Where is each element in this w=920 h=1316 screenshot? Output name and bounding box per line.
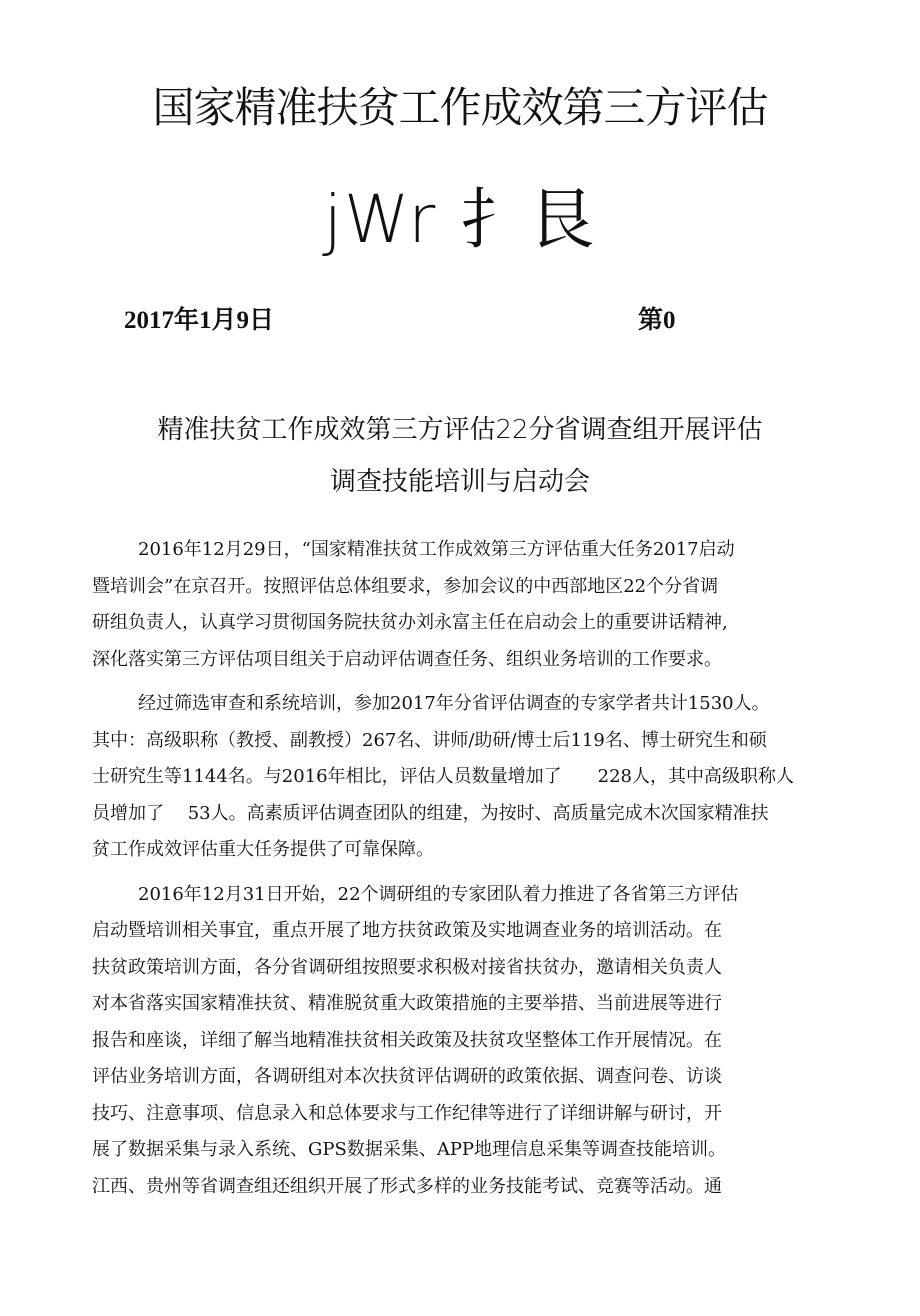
body-line: 员增加了 53人。高素质评估调查团队的组建，为按时、高质量完成木次国家精准扶 xyxy=(92,802,769,824)
paragraph-3 xyxy=(92,877,840,1206)
body-line: 经过筛选审查和系统培训，参加2017年分省评估调查的专家学者共计1530人。 xyxy=(138,693,770,714)
paragraph-2 xyxy=(92,686,840,869)
body-line: 2016年12月29日，“国家精准扶贫工作成效第三方评估重大任务2017启动 xyxy=(138,539,735,560)
body-line: 贫工作成效评估重大任务提供了可靠保障。 xyxy=(92,839,434,860)
body-line: 士研究生等1144名。与2016年相比，评估人员数量增加了 228人，其中高级职称人 xyxy=(92,766,794,787)
issue-date: 2017年1月9日 xyxy=(124,307,275,334)
main-title: 国家精准扶贫工作成效第三方评估 xyxy=(152,83,768,132)
body-line: 启动暨培训相关事宜，重点开展了地方扶贫政策及实地调查业务的培训活动。在 xyxy=(92,920,722,941)
body-line: 扶贫政策培训方面，各分省调研组按照要求积极对接省扶贫办，邀请相关负责人 xyxy=(92,956,722,978)
body-line: 展了数据采集与录入系统、GPS数据采集、APP地理信息采集等调查技能培训。 xyxy=(92,1139,727,1160)
article-title-line: 调查技能培训与启动会 xyxy=(329,467,590,497)
subtitle: jWr 扌艮 xyxy=(323,181,597,258)
body-line: 报告和座谈，详细了解当地精准扶贫相关政策及扶贫攻坚整体工作开展情况。在 xyxy=(92,1029,722,1051)
body-line: 深化落实第三方评估项目组关于启动评估调查任务、组织业务培训的工作要求。 xyxy=(92,648,722,670)
body-line: 评估业务培训方面，各调研组对本次扶贫评估调研的政策依据、调查问卷、访谈 xyxy=(92,1066,722,1087)
issue-number: 第0 xyxy=(638,307,676,334)
body-line: 研组负责人，认真学习贯彻国务院扶贫办刘永富主任在启动会上的重要讲话精神, xyxy=(92,612,728,633)
body-line: 2016年12月31日开始，22个调研组的专家团队着力推进了各省第三方评估 xyxy=(138,883,739,905)
body-line: 对本省落实国家精准扶贫、精准脱贫重大政策措施的主要举措、当前进展等进行 xyxy=(92,993,722,1014)
body-line: 其中：高级职称（教授、副教授）267名、讲师/助研/博士后119名、博士研究生和硕 xyxy=(92,729,767,751)
article-body xyxy=(92,532,840,1205)
paragraph-1 xyxy=(92,532,840,678)
article-title-line: 精准扶贫工作成效第三方评估22分省调查组开展评估 xyxy=(157,415,763,445)
body-line: 江西、贵州等省调查组还组织开展了形式多样的业务技能考试、竞赛等活动。通 xyxy=(92,1175,722,1197)
body-line: 暨培训会”在京召开。按照评估总体组要求，参加会议的中西部地区22个分省调 xyxy=(92,575,719,597)
body-line: 技巧、注意事项、信息录入和总体要求与工作纪律等进行了详细讲解与研讨，开 xyxy=(92,1102,722,1124)
article-title xyxy=(0,404,920,508)
